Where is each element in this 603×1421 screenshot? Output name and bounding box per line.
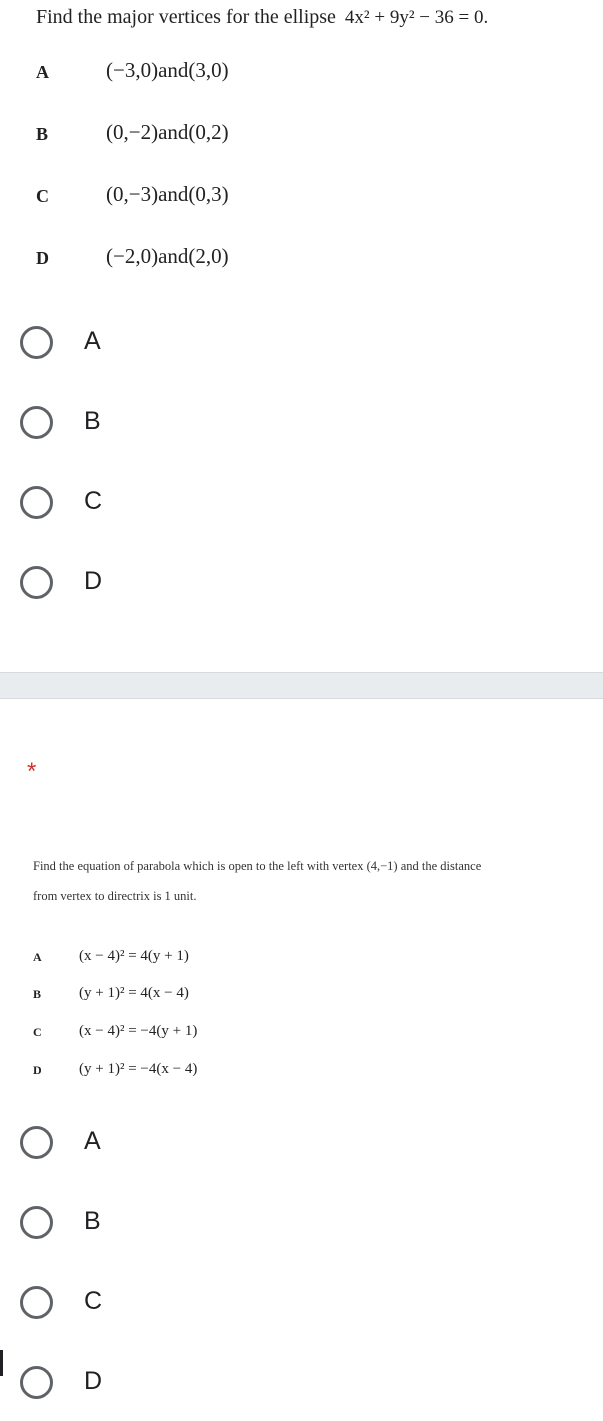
radio-circle[interactable]	[20, 406, 53, 439]
question2-radio-c[interactable]	[20, 1284, 57, 1321]
section-divider	[0, 672, 603, 699]
question1-radio-c[interactable]	[20, 484, 57, 521]
option-value: (y + 1)² = 4(x − 4)	[79, 985, 189, 1001]
question1-radio-b[interactable]	[20, 404, 57, 441]
question1-radio-a[interactable]	[20, 324, 57, 361]
option-value: (0,−3)and(0,3)	[106, 182, 229, 206]
question2-radio-b-label[interactable]: B	[84, 1207, 101, 1235]
option-letter: B	[33, 987, 42, 1001]
question1-prompt-text: Find the major vertices for the ellipse	[36, 6, 336, 28]
required-asterisk: *	[27, 758, 37, 785]
question1-equation: 4x² + 9y² − 36 = 0.	[344, 7, 489, 28]
question2-prompt-line1: Find the equation of parabola which is open to the left with vertex (4,−1) and the distance	[33, 859, 482, 873]
question2-prompt-line2: from vertex to directrix is 1 unit.	[33, 889, 197, 903]
question2-radio-a-label[interactable]: A	[84, 1127, 101, 1155]
radio-circle[interactable]	[20, 1206, 53, 1239]
option-letter: C	[33, 1025, 42, 1039]
question2-radio-c-label[interactable]: C	[84, 1287, 103, 1315]
radio-circle[interactable]	[20, 486, 53, 519]
option-letter: A	[36, 62, 49, 82]
option-letter: A	[33, 950, 42, 964]
question2-radio-d[interactable]	[20, 1364, 57, 1401]
question1-radio-c-label[interactable]: C	[84, 487, 103, 515]
question1-radio-d-label[interactable]: D	[84, 567, 103, 595]
radio-circle[interactable]	[20, 326, 53, 359]
option-value: (x − 4)² = −4(y + 1)	[79, 1023, 198, 1039]
question2-radio-a[interactable]	[20, 1124, 57, 1161]
question1-radio-d[interactable]	[20, 564, 57, 601]
radio-circle[interactable]	[20, 1286, 53, 1319]
radio-circle[interactable]	[20, 566, 53, 599]
question2-radio-b[interactable]	[20, 1204, 57, 1241]
option-letter: C	[36, 186, 49, 206]
focus-marker	[0, 1350, 3, 1376]
radio-circle[interactable]	[20, 1126, 53, 1159]
option-value: (0,−2)and(0,2)	[106, 120, 229, 144]
option-letter: B	[36, 124, 49, 144]
option-value: (x − 4)² = 4(y + 1)	[79, 948, 189, 964]
question2-radio-d-label[interactable]: D	[84, 1367, 103, 1395]
option-value: (−2,0)and(2,0)	[106, 244, 229, 268]
question1-radio-a-label[interactable]: A	[84, 327, 101, 355]
question1-prompt	[36, 6, 488, 29]
question1-radio-b-label[interactable]: B	[84, 407, 101, 435]
option-letter: D	[36, 248, 49, 268]
option-letter: D	[33, 1063, 42, 1077]
option-value: (y + 1)² = −4(x − 4)	[79, 1061, 198, 1077]
option-value: (−3,0)and(3,0)	[106, 58, 229, 82]
radio-circle[interactable]	[20, 1366, 53, 1399]
